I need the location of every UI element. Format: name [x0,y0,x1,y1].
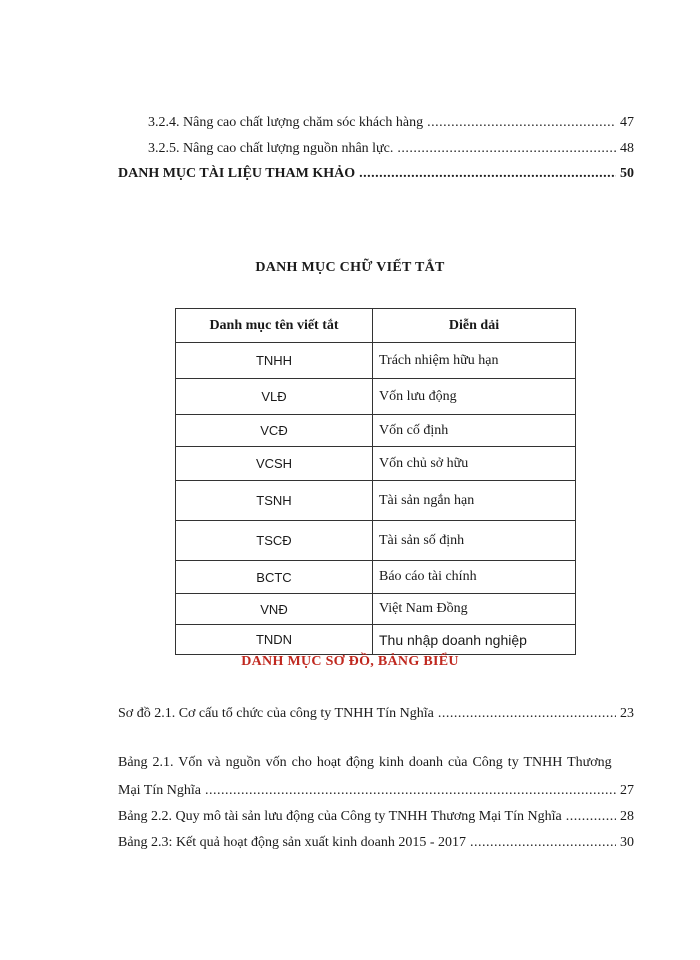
toc-entry-text: DANH MỤC TÀI LIỆU THAM KHẢO [118,166,356,181]
toc-entry-text: Bảng 2.2. Quy mô tài sản lưu động của Công ty TNHH Thương Mại Tín Nghĩa [118,809,562,824]
full-form-cell: Vốn lưu động [373,379,576,415]
toc-page-number: 23 [620,706,634,721]
full-form-cell: Vốn cố định [373,415,576,447]
full-form-cell: Việt Nam Đồng [373,594,576,625]
abbr-cell: BCTC [176,561,373,594]
full-form-cell: Vốn chủ sở hữu [373,447,576,481]
table-row [176,343,576,379]
toc-page-number: 28 [620,809,634,824]
table-row [176,594,576,625]
table-row [176,415,576,447]
abbr-cell: TNDN [176,625,373,655]
abbr-cell: VCĐ [176,415,373,447]
toc-entry-text: Mại Tín Nghĩa [118,783,201,798]
toc-entry-text: Sơ đồ 2.1. Cơ cấu tổ chức của công ty TNHH Tín Nghĩa [118,706,434,721]
full-form-cell: Trách nhiệm hữu hạn [373,343,576,379]
dot-leader [470,834,616,852]
toc-row[interactable] [148,114,634,132]
toc-page-number: 48 [620,141,634,156]
toc-entry-text: Bảng 2.3: Kết quả hoạt động sản xuất kinh doanh 2015 - 2017 [118,835,467,850]
column-header-full: Diễn dải [373,309,576,343]
abbr-cell: TSCĐ [176,521,373,561]
table-header-row [176,309,576,343]
toc-row[interactable] [118,705,634,723]
column-header-abbr: Danh mục tên viết tắt [176,309,373,343]
abbr-cell: VNĐ [176,594,373,625]
toc-entry-text: 3.2.5. Nâng cao chất lượng nguồn nhân lực. [148,141,394,156]
dot-leader [205,782,616,800]
table-row [176,625,576,655]
abbr-cell: VLĐ [176,379,373,415]
toc-entry-text[interactable]: Bảng 2.1. Vốn và nguồn vốn cho hoạt động kinh doanh của Công ty TNHH Thương [118,755,612,770]
abbr-cell: TSNH [176,481,373,521]
abbr-cell: VCSH [176,447,373,481]
dot-leader [427,114,616,132]
toc-page-number: 50 [620,166,634,181]
table-row [176,379,576,415]
abbr-section-title: DANH MỤC CHỮ VIẾT TẮT [255,260,445,275]
abbreviation-table [175,308,576,655]
abbr-cell: TNHH [176,343,373,379]
table-row [176,561,576,594]
dot-leader [438,705,616,723]
full-form-cell: Tài sản ngắn hạn [373,481,576,521]
toc-row[interactable] [118,782,634,800]
toc-row[interactable] [118,834,634,852]
full-form-cell: Báo cáo tài chính [373,561,576,594]
table-row [176,447,576,481]
toc-page-number: 30 [620,835,634,850]
toc-entry-text: 3.2.4. Nâng cao chất lượng chăm sóc khách hàng [148,115,424,130]
toc-row[interactable] [118,808,634,826]
full-form-cell: Tài sản số định [373,521,576,561]
table-row [176,521,576,561]
toc-row[interactable] [148,140,634,158]
full-form-cell: Thu nhập doanh nghiệp [373,625,576,655]
dot-leader [566,808,616,826]
toc-row[interactable] [118,165,634,183]
toc-page-number: 47 [620,115,634,130]
table-row [176,481,576,521]
diagram-section-title: DANH MỤC SƠ ĐỒ, BẢNG BIỂU [241,654,459,669]
dot-leader [359,165,616,183]
dot-leader [397,140,616,158]
toc-page-number: 27 [620,783,634,798]
